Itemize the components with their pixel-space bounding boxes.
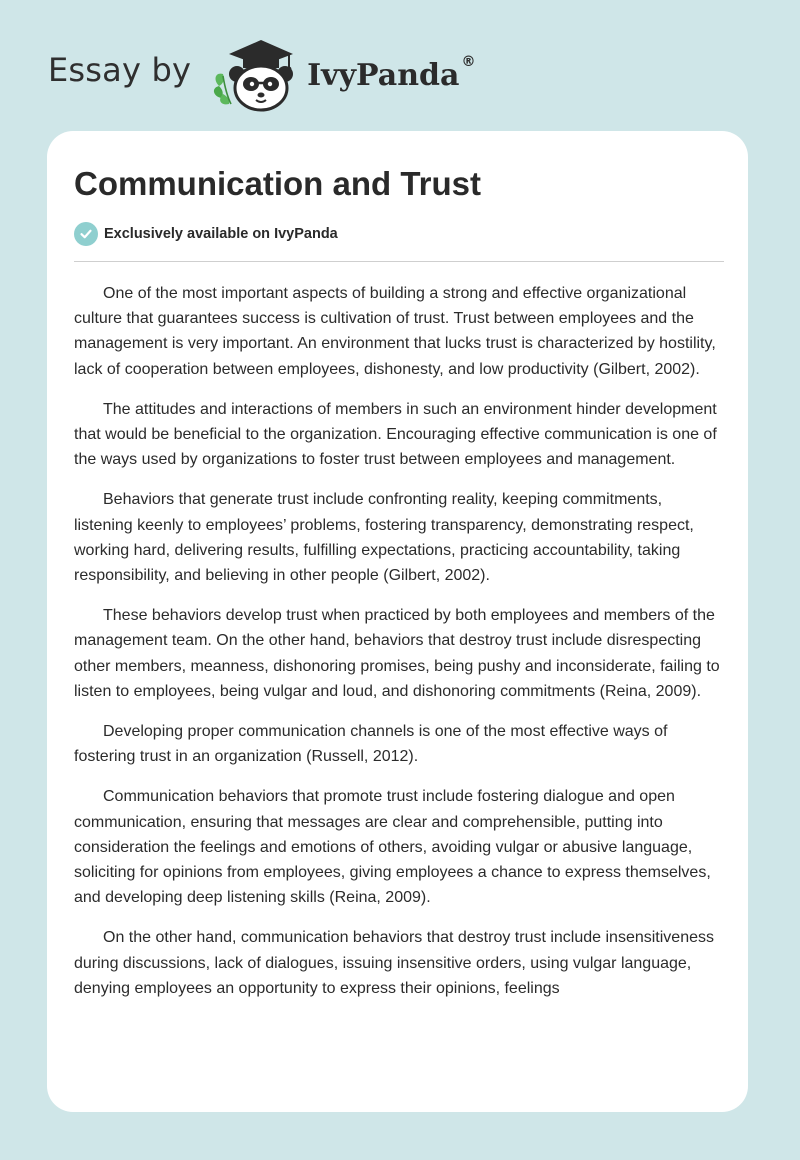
check-circle-icon — [74, 222, 98, 246]
essay-paragraph: Behaviors that generate trust include confronting reality, keeping commitments, listening keenly to employees’ problems, fostering transparency, demonstrating respect, working hard, delivering results, fulfilling expectations, practicing accountability, taking responsibility, and believing in other people (Gilbert, 2002). — [74, 491, 694, 585]
exclusive-label: Exclusively available on IvyPanda — [104, 226, 338, 242]
essay-paragraph: The attitudes and interactions of members in such an environment hinder development that would be beneficial to the organization. Encouraging effective communication is one of the ways used by organizations to foster trust between employees and management. — [74, 400, 717, 469]
essay-body — [74, 281, 724, 1016]
essay-card — [47, 131, 748, 1112]
title-divider — [74, 261, 724, 262]
essay-title: Communication and Trust — [74, 165, 482, 202]
panda-graduate-icon — [209, 34, 301, 114]
essay-paragraph: Developing proper communication channels is one of the most effective ways of fostering trust in an organization (Russell, 2012). — [74, 723, 668, 766]
essay-paragraph: These behaviors develop trust when practiced by both employees and members of the management team. On the other hand, behaviors that destroy trust include disrespecting other members, meanness, dishonoring promises, being pushy and inconsiderate, failing to listen to employees, being vulgar and loud, and dishonoring commitments (Reina, 2009). — [74, 607, 720, 700]
essay-paragraph: Communication behaviors that promote trust include fostering dialogue and open communication, ensuring that messages are clear and comprehensible, putting into consideration the feelings and emotions of others, avoiding vulgar or abusive language, soliciting for opinions from employees, giving employees a chance to express themselves, and developing deep listening skills (Reina, 2009). — [74, 788, 711, 907]
brand-header[interactable] — [48, 34, 475, 114]
brand-name: IvyPanda ® — [307, 54, 476, 93]
brand-prefix: Essay by — [48, 51, 192, 89]
registered-mark: ® — [461, 54, 476, 70]
exclusive-badge — [74, 222, 338, 246]
essay-paragraph: One of the most important aspects of building a strong and effective organizational culture that guarantees success is cultivation of trust. Trust between employees and the management is very important. An environment that lucks trust is characterized by hostility, lack of cooperation between employees, dishonesty, and low productivity (Gilbert, 2002). — [74, 285, 716, 378]
essay-paragraph: On the other hand, communication behaviors that destroy trust include insensitiveness during discussions, lack of dialogues, issuing insensitive orders, using vulgar language, denying employees an opportunity to express their opinions, feelings — [74, 929, 714, 997]
